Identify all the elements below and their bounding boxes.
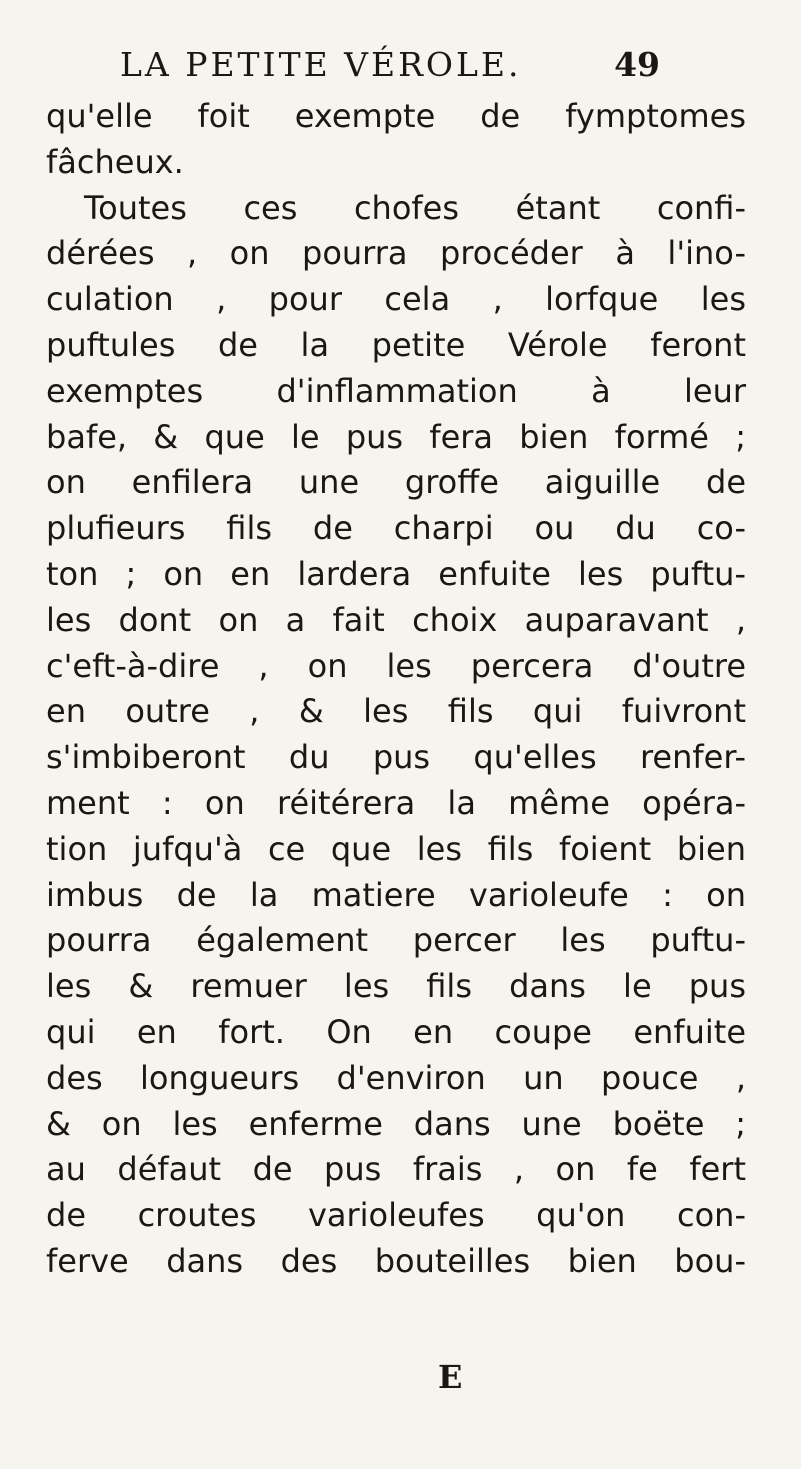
text-line: puftules de la petite Vérole feront	[46, 325, 746, 364]
text-line: au défaut de pus frais , on fe fert	[46, 1150, 746, 1189]
text-line: on enfilera une groffe aiguille de	[46, 463, 746, 502]
page-number: 49	[614, 45, 660, 84]
text-line: ferve dans des bouteilles bien bou-	[46, 1241, 746, 1280]
text-line: s'imbiberont du pus qu'elles renfer-	[46, 738, 746, 777]
text-line: en outre , & les fils qui fuivront	[46, 692, 746, 731]
text-line: tion jufqu'à ce que les fils foient bien	[46, 829, 746, 868]
text-line: culation , pour cela , lorfque les	[46, 280, 746, 319]
text-line: des longueurs d'environ un pouce ,	[46, 1058, 746, 1097]
text-line: qu'elle foit exempte de fymptomes	[46, 97, 746, 135]
text-line: Toutes ces chofes étant confi-	[84, 188, 746, 227]
text-line: qui en fort. On en coupe enfuite	[46, 1012, 746, 1051]
text-line: les dont on a fait choix auparavant ,	[46, 600, 746, 639]
text-line: ton ; on en lardera enfuite les puftu-	[46, 554, 746, 593]
text-line: imbus de la matiere varioleufe : on	[46, 875, 746, 914]
running-title: LA PETITE VÉROLE.	[120, 45, 522, 84]
text-line: de croutes varioleufes qu'on con-	[46, 1196, 746, 1235]
text-line: & on les enferme dans une boëte ;	[46, 1104, 746, 1143]
text-line: c'eft-à-dire , on les percera d'outre	[46, 646, 746, 685]
text-line: bafe, & que le pus fera bien formé ;	[46, 417, 746, 456]
text-line: les & remuer les fils dans le pus	[46, 967, 746, 1006]
text-line: plufieurs fils de charpi ou du co-	[46, 509, 746, 548]
text-line: pourra également percer les puftu-	[46, 921, 746, 960]
body-text	[46, 94, 746, 1285]
page-header	[120, 40, 660, 90]
text-line: fâcheux.	[46, 142, 184, 181]
signature-mark: E	[438, 1358, 463, 1396]
text-line: exemptes d'inflammation à leur	[46, 371, 746, 410]
text-line: dérées , on pourra procéder à l'ino-	[46, 234, 746, 273]
text-line: ment : on réitérera la même opéra-	[46, 783, 746, 822]
